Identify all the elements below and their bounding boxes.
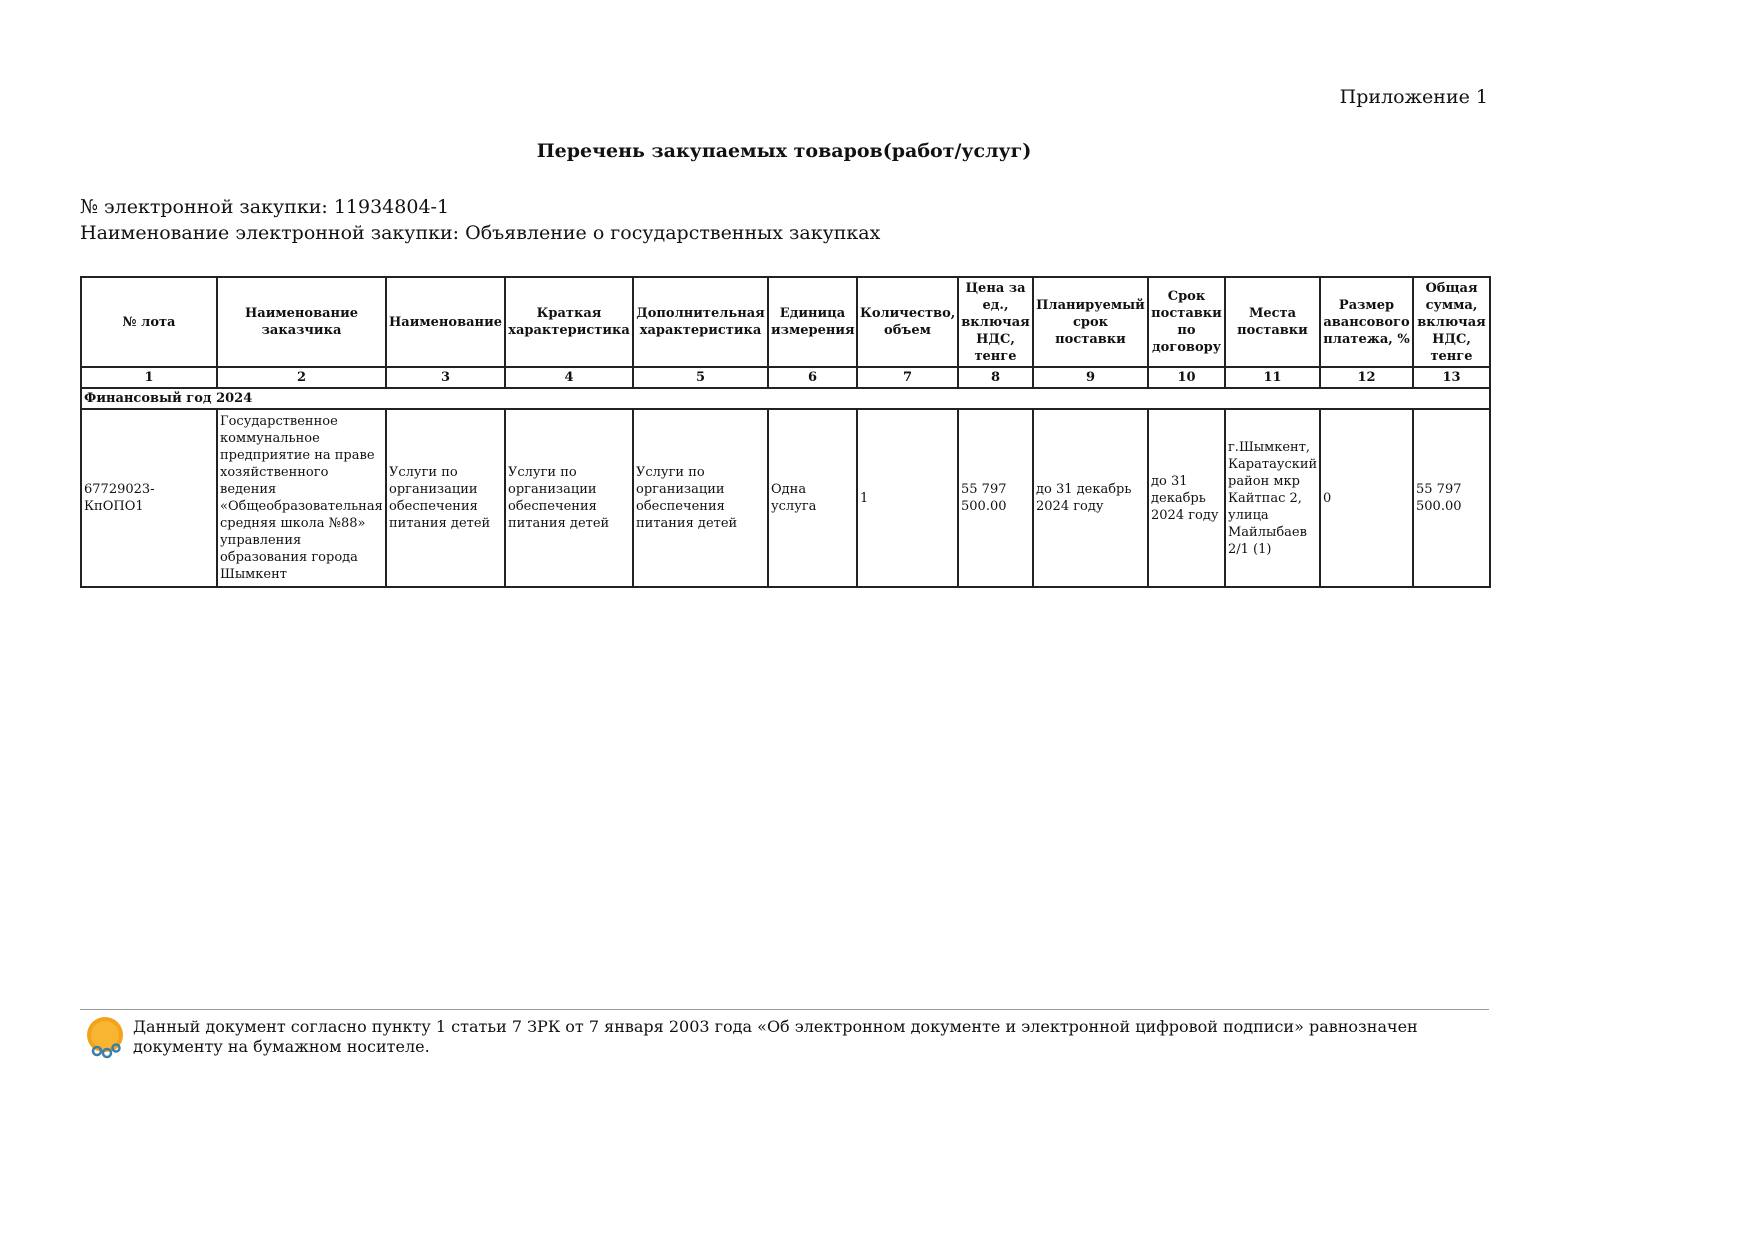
- header-row: [81, 277, 1490, 367]
- financial-year-label: Финансовый год 2024: [81, 388, 1490, 409]
- cell-delivery-place: г.Шымкент, Каратауский район мкр Кайтпас 2, улица Майлыбаев 2/1 (1): [1225, 409, 1320, 587]
- cell-additional-description: Услуги по организации обеспечения питания детей: [633, 409, 768, 587]
- document-title: Перечень закупаемых товаров(работ/услуг): [536, 140, 1032, 162]
- cell-advance-payment: 0: [1320, 409, 1413, 587]
- header-quantity: Количество, объем: [857, 277, 958, 367]
- cell-brief-description: Услуги по организации обеспечения питания детей: [505, 409, 633, 587]
- column-number: 7: [857, 367, 958, 388]
- header-total-amount: Общая сумма, включая НДС, тенге: [1413, 277, 1490, 367]
- legal-notice: Данный документ согласно пункту 1 статьи 7 ЗРК от 7 января 2003 года «Об электронном документе и электронной цифровой подписи» равнозначен документу на бумажном носителе.: [133, 1017, 1418, 1056]
- cell-lot-number: 67729023-КпОПО1: [81, 409, 217, 587]
- financial-year-row: [81, 388, 1490, 409]
- procurement-number: № электронной закупки: 11934804-1: [80, 196, 450, 218]
- header-delivery-place: Места поставки: [1225, 277, 1320, 367]
- column-number: 13: [1413, 367, 1490, 388]
- header-additional-description: Дополнительная характеристика: [633, 277, 768, 367]
- column-number: 10: [1148, 367, 1225, 388]
- cell-name: Услуги по организации обеспечения питания детей: [386, 409, 505, 587]
- column-number: 2: [217, 367, 386, 388]
- header-planned-delivery: Планируемый срок поставки: [1033, 277, 1148, 367]
- header-lot-number: № лота: [81, 277, 217, 367]
- header-customer-name: Наименование заказчика: [217, 277, 386, 367]
- header-unit-price: Цена за ед., включая НДС, тенге: [958, 277, 1033, 367]
- column-number: 9: [1033, 367, 1148, 388]
- cell-unit-price: 55 797 500.00: [958, 409, 1033, 587]
- cell-customer-name: Государственное коммунальное предприятие на праве хозяйственного ведения «Общеобразовательная средняя школа №88» управления образования города Шымкент: [217, 409, 386, 587]
- column-number: 4: [505, 367, 633, 388]
- egov-sun-logo-icon: [83, 1015, 127, 1059]
- column-number: 8: [958, 367, 1033, 388]
- cell-contract-delivery: до 31 декабрь 2024 году: [1148, 409, 1225, 587]
- column-number: 5: [633, 367, 768, 388]
- column-number: 11: [1225, 367, 1320, 388]
- cell-quantity: 1: [857, 409, 958, 587]
- header-contract-delivery: Срок поставки по договору: [1148, 277, 1225, 367]
- column-number: 3: [386, 367, 505, 388]
- column-number: 12: [1320, 367, 1413, 388]
- cell-planned-delivery: до 31 декабрь 2024 году: [1033, 409, 1148, 587]
- cell-total-amount: 55 797 500.00: [1413, 409, 1490, 587]
- column-number-row: [81, 367, 1490, 388]
- cell-unit: Одна услуга: [768, 409, 857, 587]
- footer-divider: [80, 1009, 1489, 1010]
- header-unit: Единица измерения: [768, 277, 857, 367]
- table-row: [81, 409, 1490, 587]
- column-number: 6: [768, 367, 857, 388]
- appendix-label: Приложение 1: [1339, 86, 1488, 108]
- header-brief-description: Краткая характеристика: [505, 277, 633, 367]
- header-advance-payment: Размер авансового платежа, %: [1320, 277, 1413, 367]
- header-name: Наименование: [386, 277, 505, 367]
- column-number: 1: [81, 367, 217, 388]
- lots-table: [80, 276, 1491, 588]
- procurement-name: Наименование электронной закупки: Объявление о государственных закупках: [80, 222, 881, 244]
